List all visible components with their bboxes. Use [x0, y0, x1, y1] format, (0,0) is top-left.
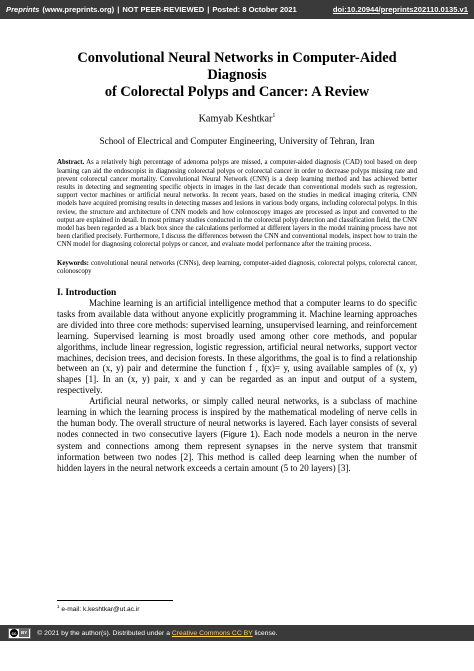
body-paragraph: Machine learning is an artificial intelligence method that a computer learns to do specific tasks from available data without anyone explicitly programming it. Machine learning approaches are divided into three core methods: supervised learning, unsupervised learning, and reinforcement learning. Supervised learning is most broadly used among other core methods, and popular algorithms, include linear regression, logistic regression, artificial neural networks, support vector machines, decision trees, and decision forests. In these algorithms, the goal is to find a relationship between an (x, y) pair and determine the function f , f(x)= y, using available samples of (x, y) shapes [1]. In an (x, y) pair, x and y can be regarded as an input and output of a system, respectively.: [57, 298, 417, 396]
paragraph-text: ). Each node models a neuron in the nerve system and connections among them represent synapses in the nerve system that transmit information between two nodes [2]. This method is called deep learning when the number of hidden layers in the neural network exceeds a certain amount (5 to 20 layers) [3].: [57, 428, 417, 473]
paper-keywords: [57, 260, 417, 276]
cc-license-badge[interactable]: [8, 628, 31, 639]
preprint-header-bar: [0, 0, 474, 19]
abstract-text: As a relatively high percentage of adenoma polyps are missed, a computer-aided diagnosis (CAD) tool based on deep learning can aid the endoscopist in diagnosing colorectal polyps or colorectal cancer in order to decrease polyps missing rate and prevent colorectal cancer mortality. Convolutional Neural Network (CNN) is a deep learning method and has achieved better results in detecting and segmenting specific objects in images in the last decade than conventional models such as regression, support vector machines or artificial neural networks. In recent years, based on the studies in medical imaging criteria, CNN models have acquired promising results in detecting masses and lesions in various body organs, including colorectal polyps. In this review, the structure and architecture of CNN models and how colonoscopy images are processed as input and converted to the output are explained in detail. In most primary studies conducted in the colorectal polyp detection and classification field, the CNN model has been regarded as a black box since the calculations performed at different layers in the model training process have not been clarified precisely. Furthermore, I discuss the differences between the CNN and conventional models, inspect how to train the CNN model for diagnosing colorectal polyps or cancer, and evaluate model performance after the training process.: [57, 159, 417, 249]
paragraph-text: Artificial neural networks, or simply called neural networks, is a subclass of machine learning in which the learning process is inspired by the mathematical modeling of nerve cells in the human body. The overall structure of neural networks is layered. Each layer consists of several nodes connected in two consecutive layers (: [57, 396, 417, 439]
footnote-email[interactable]: e-mail: k.keshtkar@ut.ac.ir: [61, 606, 140, 614]
body-paragraph: [57, 396, 417, 473]
footnote-divider: [57, 600, 173, 601]
keywords-text: convolutional neural networks (CNNs), deep learning, computer-aided diagnosis, colorectal polyps, colorectal cancer, colonoscopy: [57, 259, 418, 275]
header-posted-date: Posted: 8 October 2021: [212, 5, 297, 14]
license-link[interactable]: Creative Commons CC BY: [171, 629, 253, 637]
paper-content: [57, 50, 417, 474]
header-info: [6, 5, 297, 14]
header-site-link[interactable]: (www.preprints.org): [42, 5, 115, 14]
by-icon: BY: [21, 630, 28, 635]
paper-affiliation: School of Electrical and Computer Engineering, University of Tehran, Iran: [99, 136, 375, 147]
header-separator: |: [117, 5, 120, 14]
keywords-label: Keywords:: [57, 259, 89, 267]
header-status: NOT PEER-REVIEWED: [122, 5, 205, 14]
author-footnote-marker: 1: [272, 113, 276, 119]
header-separator: |: [207, 5, 210, 14]
footnote-marker: 1: [57, 604, 60, 609]
license-footer-bar: [0, 625, 474, 641]
abstract-label: Abstract.: [57, 159, 85, 167]
author-name: Kamyab Keshtkar: [198, 113, 273, 125]
paper-title-line1: Convolutional Neural Networks in Computer-Aided Diagnosis: [77, 50, 397, 83]
cc-icon: cc: [11, 630, 17, 636]
license-text: [37, 630, 277, 637]
license-text-prefix: © 2021 by the author(s). Distributed under a: [37, 629, 172, 637]
paper-title-line2: of Colorectal Polyps and Cancer: A Review: [104, 84, 370, 100]
header-doi-link[interactable]: doi:10.20944/preprints202110.0135.v1: [332, 5, 468, 14]
header-brand[interactable]: Preprints: [6, 5, 40, 14]
paper-abstract: [57, 159, 417, 249]
footnote: [57, 604, 140, 613]
paper-author: [57, 113, 417, 124]
section-heading: I. Introduction: [57, 288, 117, 299]
paper-title: [57, 50, 417, 101]
license-text-suffix: license.: [252, 629, 278, 637]
figure-reference-link[interactable]: Figure 1: [223, 429, 255, 439]
